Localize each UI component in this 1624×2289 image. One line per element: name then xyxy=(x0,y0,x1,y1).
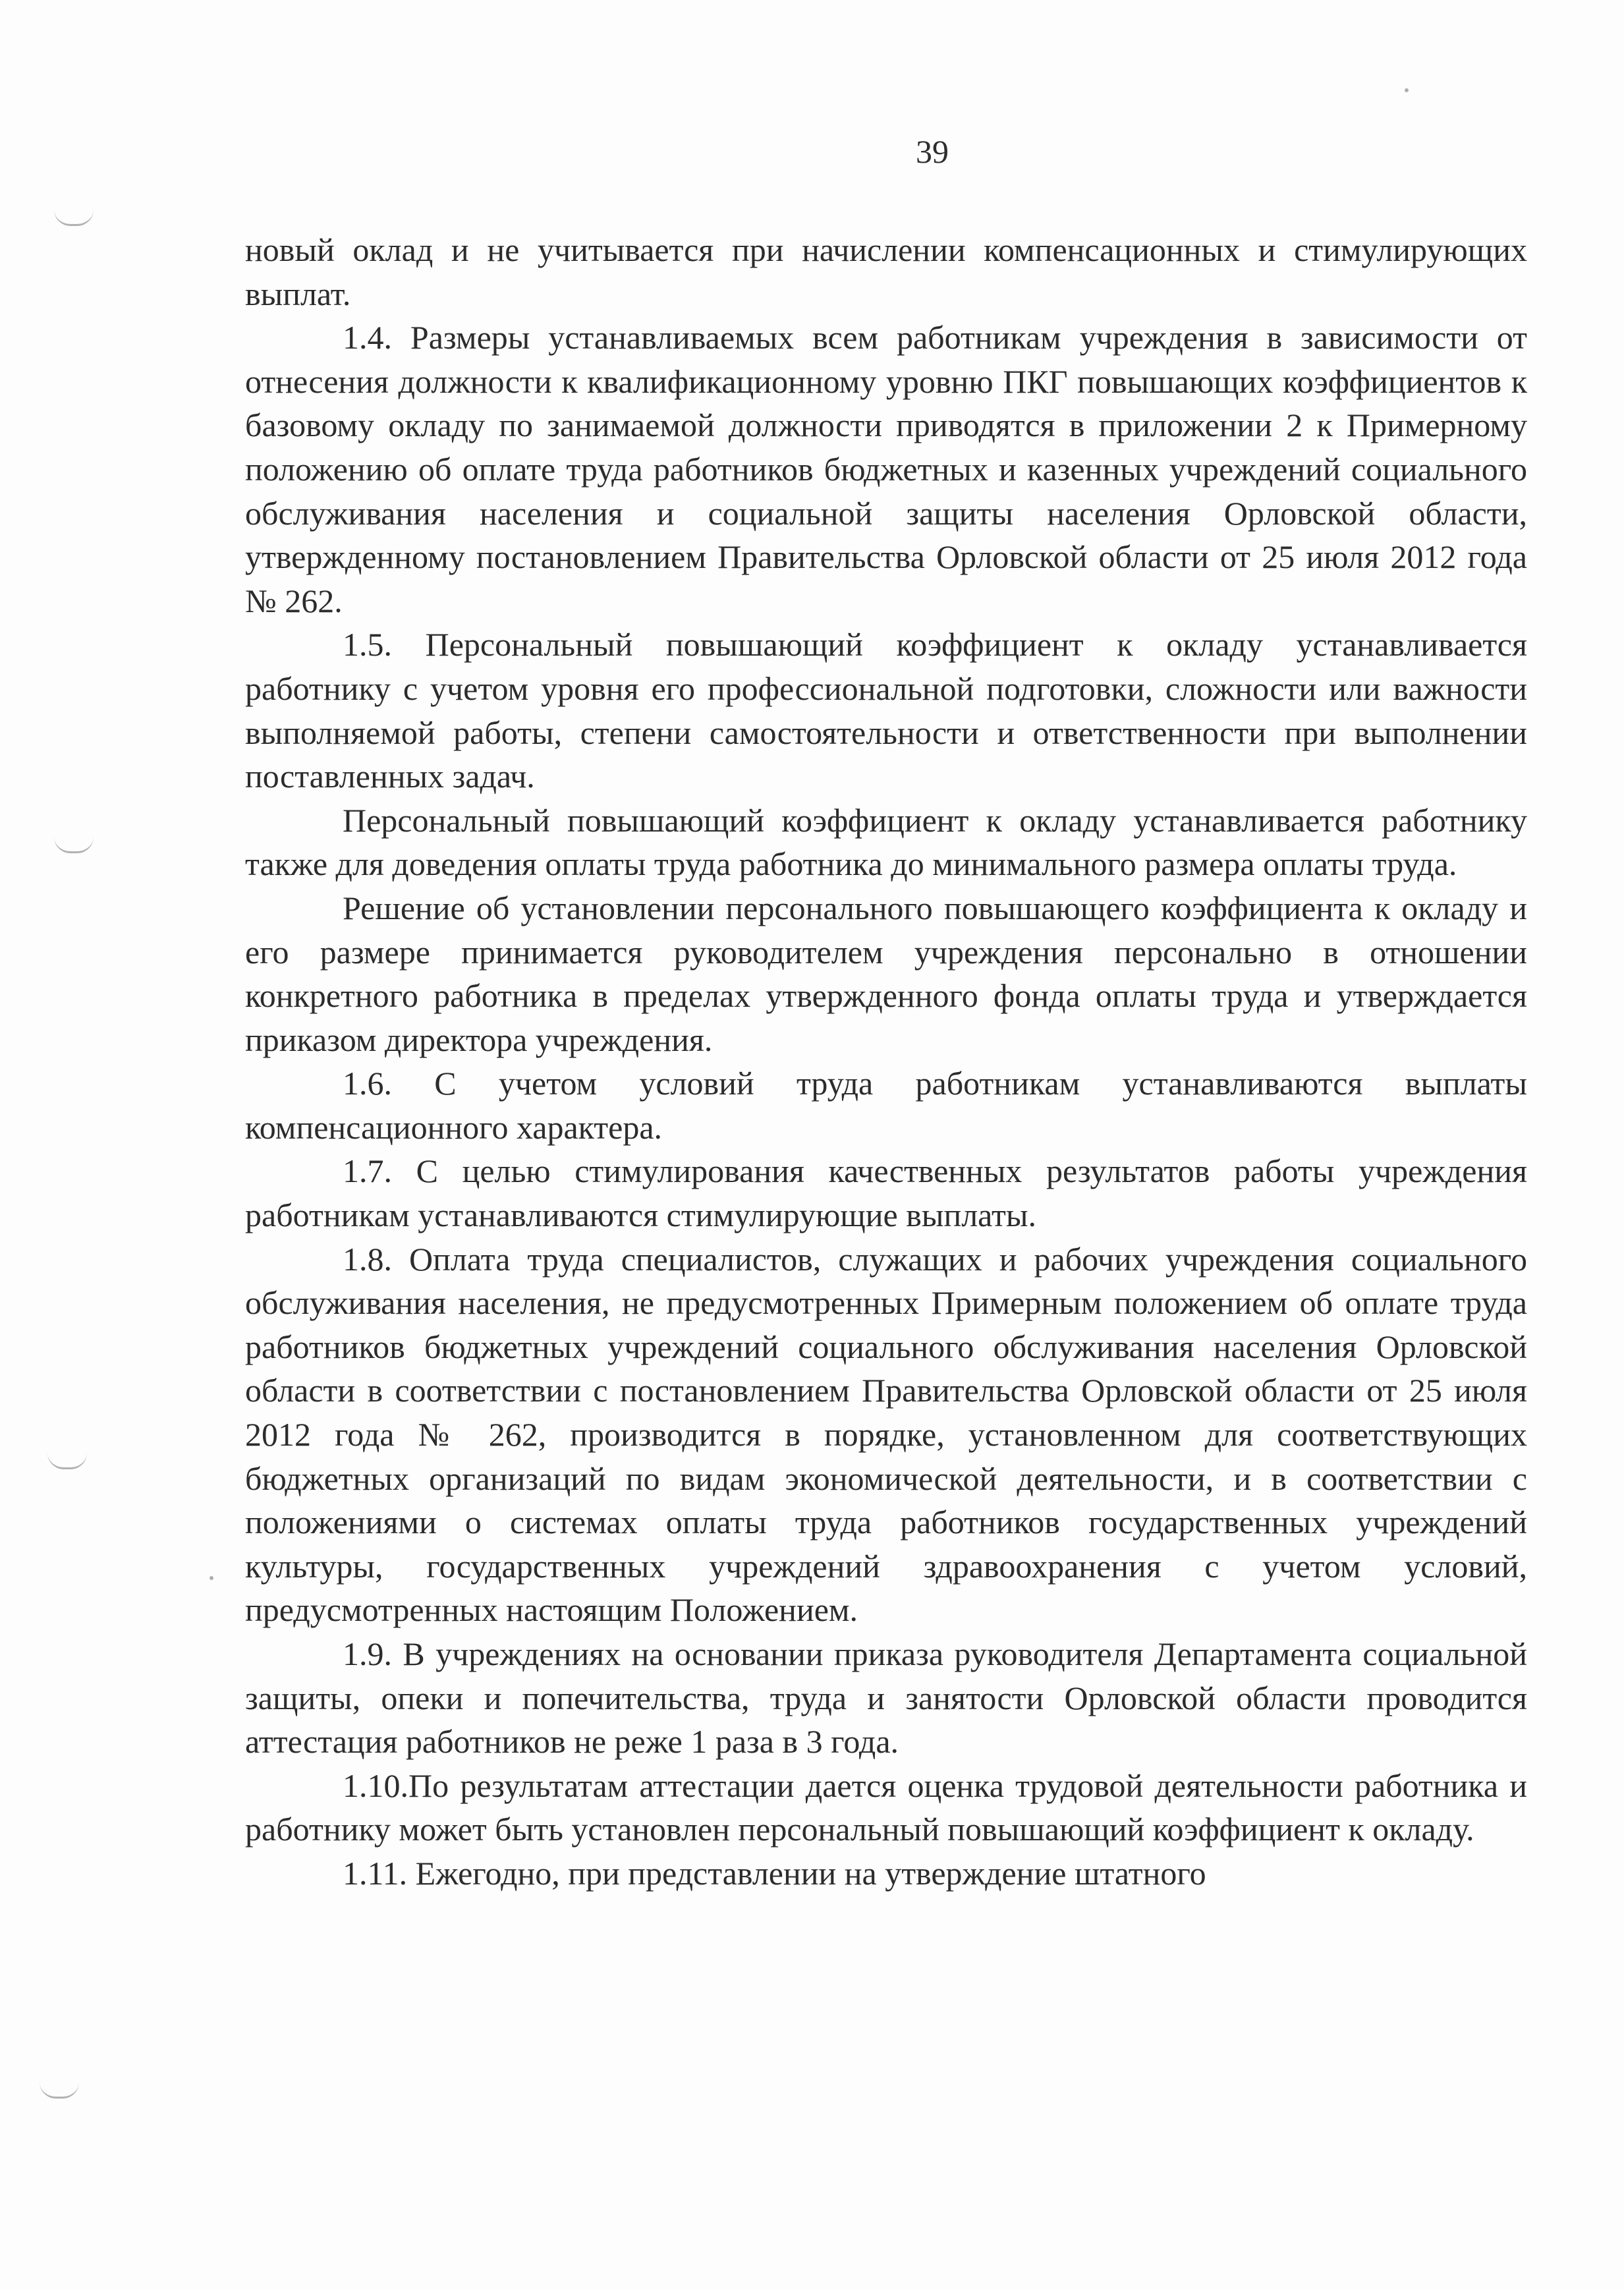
paragraph-continuation: новый оклад и не учитывается при начислении компенсационных и стимулирующих выплат. xyxy=(245,231,1527,312)
paragraph-1-9: 1.9. В учреждениях на основании приказа руководителя Департамента социальной защиты, опеки и попечительства, труда и занятости Орловской области проводится аттестация работников не реже 1 раза в 3 года. xyxy=(245,1635,1527,1761)
paragraph-1-4: 1.4. Размеры устанавливаемых всем работникам учреждения в зависимости от отнесения должности к квалификационному уровню ПКГ повышающих коэффициентов к базовому окладу по занимаемой должности приводятся в приложении 2 к Примерному положению об оплате труда работников бюджетных и казенных учреждений социального обслуживания населения и социальной защиты населения Орловской области, утвержденному постановлением Правительства Орловской области от 25 июля 2012 года № 262. xyxy=(245,319,1527,619)
paragraph-1-7: 1.7. С целью стимулирования качественных результатов работы учреждения работникам устанавливаются стимулирующие выплаты. xyxy=(245,1152,1527,1234)
scan-margin-mark xyxy=(54,837,94,853)
page-number: 39 xyxy=(916,133,949,170)
scan-margin-mark xyxy=(40,2082,79,2099)
scan-margin-mark xyxy=(47,1453,87,1469)
paragraph-1-5-extra: Персональный повышающий коэффициент к окладу устанавливается работнику также для доведения оплаты труда работника до минимального размера оплаты труда. xyxy=(245,801,1527,883)
document-body xyxy=(245,228,1527,1896)
paragraph-1-5-decision: Решение об установлении персонального повышающего коэффициента к окладу и его размере принимается руководителем учреждения персонально в отношении конкретного работника в пределах утвержденного фонда оплаты труда и утверждается приказом директора учреждения. xyxy=(245,889,1527,1058)
scan-speck xyxy=(1405,88,1409,92)
paragraph-1-5: 1.5. Персональный повышающий коэффициент к окладу устанавливается работнику с учетом уровня его профессиональной подготовки, сложности или важности выполняемой работы, степени самостоятельности и ответственности при выполнении поставленных задач. xyxy=(245,626,1527,795)
paragraph-1-8: 1.8. Оплата труда специалистов, служащих и рабочих учреждения социального обслуживания населения, не предусмотренных Примерным положением об оплате труда работников бюджетных учреждений социального обслуживания населения Орловской области в соответствии с постановлением Правительства Орловской области от 25 июля 2012 года № 262, производится в порядке, установленном для соответствующих бюджетных организаций по видам экономической деятельности, и в соответствии с положениями о системах оплаты труда работников государственных учреждений культуры, государственных учреждений здравоохранения с учетом условий, предусмотренных настоящим Положением. xyxy=(245,1240,1527,1629)
scan-margin-mark xyxy=(54,210,94,226)
paragraph-1-11: 1.11. Ежегодно, при представлении на утверждение штатного xyxy=(343,1854,1206,1892)
paragraph-1-6: 1.6. С учетом условий труда работникам устанавливаются выплаты компенсационного характера. xyxy=(245,1065,1527,1146)
paragraph-1-10: 1.10.По результатам аттестации дается оценка трудовой деятельности работника и работнику может быть установлен персональный повышающий коэффициент к окладу. xyxy=(245,1766,1527,1848)
scan-speck xyxy=(210,1576,213,1580)
